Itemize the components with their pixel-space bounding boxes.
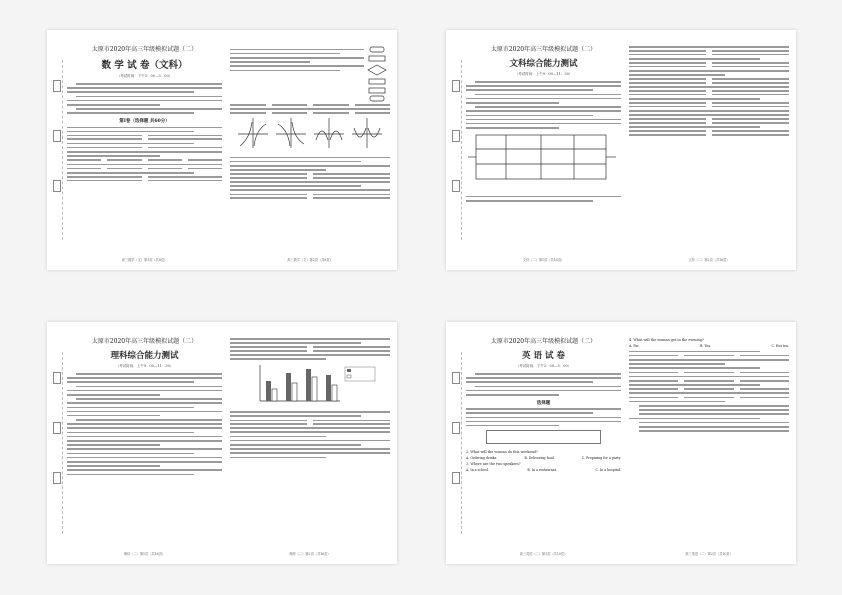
- page-footer: 理综（二）第2页（共16页）: [289, 552, 331, 556]
- page-footer: 文综（二）第1页（共16页）: [522, 258, 565, 262]
- science-page-left: [67, 322, 222, 564]
- page-footer: 理综（二）第1页（共16页）: [123, 552, 166, 556]
- math-paper-preview[interactable]: [47, 30, 397, 270]
- question-text: 4. What will the woman get in the evening?: [629, 338, 704, 342]
- data-table-figure: [466, 131, 621, 189]
- math-page-left: [67, 30, 222, 270]
- binding-gutter: [52, 352, 63, 534]
- flowchart-figure: [364, 46, 390, 102]
- exam-time: （考试时间：上午9：00—11：30）: [115, 364, 174, 368]
- binding-gutter: [451, 60, 462, 240]
- exam-time: （考试时间：下午3：00—5：00）: [515, 364, 572, 368]
- section-heading: 第Ⅰ卷（选择题 共60分）: [119, 118, 170, 124]
- page-footer: 高三英语（二）第2页（共10页）: [685, 552, 733, 556]
- option-c[interactable]: C. In a hospital.: [595, 468, 621, 473]
- english-page-left: [466, 322, 621, 564]
- function-graphs-figure: [230, 116, 390, 150]
- option-a[interactable]: A. In a school.: [466, 468, 489, 473]
- science-paper-preview[interactable]: [47, 322, 397, 564]
- section-heading: 选择题: [536, 400, 551, 406]
- question-text: 2. What will the woman do this weekend?: [466, 450, 538, 455]
- exam-header: 太原市2020年高三年级模拟试题（二）: [490, 338, 597, 345]
- page-footer: 文综（二）第2页（共16页）: [688, 258, 730, 262]
- science-page-right: [230, 322, 390, 564]
- question-text: 3. Where are the two speakers?: [466, 462, 521, 467]
- option-b[interactable]: B. In a restaurant.: [527, 468, 558, 473]
- option-c[interactable]: C. Hot tea.: [771, 344, 789, 348]
- exam-header: 太原市2020年高三年级模拟试题（二）: [490, 46, 597, 53]
- liberal-page-left: [466, 30, 621, 270]
- bar-chart-figure: [230, 363, 380, 405]
- exam-time: （考试时间：下午3：00—5：00）: [116, 74, 173, 78]
- binding-gutter: [52, 60, 63, 240]
- page-footer: 高三数学（文）第2页（共8页）: [287, 258, 333, 262]
- liberal-page-right: [629, 30, 789, 270]
- exam-title: 数 学 试 卷（文科）: [101, 60, 188, 71]
- english-page-right: [629, 322, 789, 564]
- exam-title: 理科综合能力测试: [110, 351, 179, 361]
- exam-time: （考试时间：上午9：00—11：30）: [514, 72, 573, 76]
- option-c[interactable]: C. Preparing for a party.: [581, 456, 621, 461]
- option-b[interactable]: B. Delivering food.: [524, 456, 555, 461]
- liberal-arts-paper-preview[interactable]: [446, 30, 796, 270]
- exam-header: 太原市2020年高三年级模拟试题（二）: [91, 338, 198, 345]
- option-b[interactable]: B. Tea.: [699, 344, 711, 348]
- page-footer: 高三数学（文）第1页（共8页）: [121, 258, 168, 262]
- page-footer: 高三英语（二）第1页（共10页）: [519, 552, 568, 556]
- option-a[interactable]: A. Ordering drinks.: [466, 456, 498, 461]
- exam-header: 太原市2020年高三年级模拟试题（二）: [91, 46, 198, 53]
- binding-gutter: [451, 352, 462, 534]
- option-a[interactable]: A. Pie.: [629, 344, 640, 348]
- english-paper-preview[interactable]: [446, 322, 796, 564]
- math-page-right: [230, 30, 390, 270]
- exam-title: 英 语 试 卷: [522, 351, 565, 361]
- exam-title: 文科综合能力测试: [509, 59, 578, 69]
